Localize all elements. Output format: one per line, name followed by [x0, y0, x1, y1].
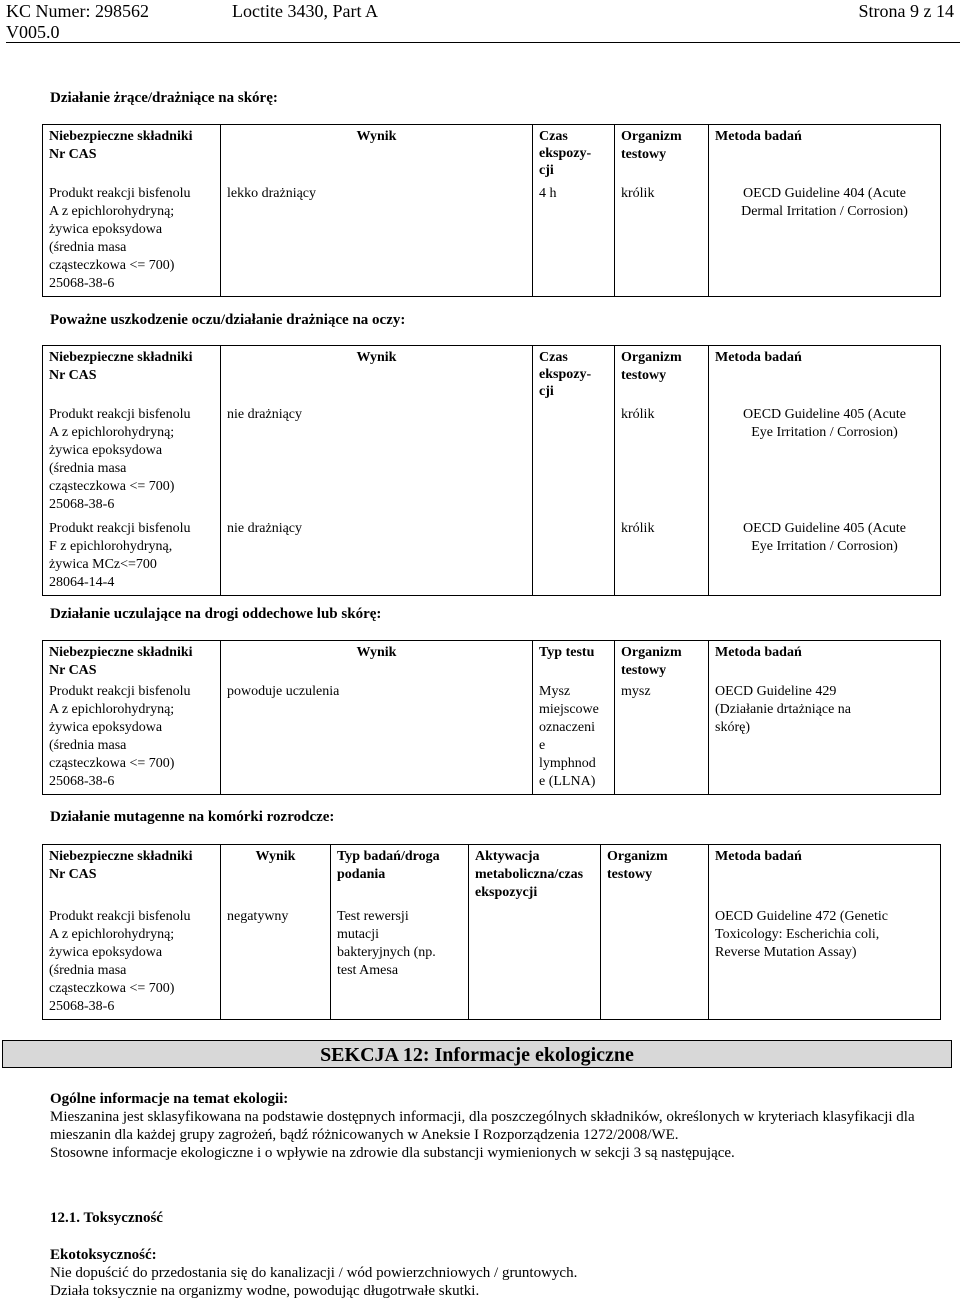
table-row [43, 517, 941, 596]
skin-table [42, 124, 941, 297]
header-substance: Niebezpieczne składniki Nr CAS [43, 845, 221, 906]
table-row [43, 182, 941, 297]
toxicity-title: 12.1. Toksyczność [50, 1210, 163, 1226]
mutagenic-table-header [43, 845, 941, 906]
header-activation: Aktywacja metaboliczna/czas ekspozycji [469, 845, 601, 906]
ecotox-block [50, 1246, 945, 1300]
header-organism: Organizm testowy [615, 641, 709, 684]
header-method: Metoda badań [709, 641, 941, 684]
ecotox-title: Ekotoksyczność: [50, 1247, 157, 1263]
section12-banner [2, 1040, 952, 1068]
result-cell: nie drażniący [221, 517, 533, 596]
substance-cell: Produkt reakcji bisfenolu A z epichlorohydryną; żywica epoksydowa (średnia masa cząsteczkowa <= 700) 25068-38-6 [43, 403, 221, 517]
header-result: Wynik [221, 125, 533, 183]
organism-cell: królik [615, 517, 709, 596]
substance-cell: Produkt reakcji bisfenolu F z epichlorohydryną, żywica MCz<=700 28064-14-4 [43, 517, 221, 596]
header-result: Wynik [221, 641, 533, 684]
header-organism: Organizm testowy [601, 845, 709, 906]
header-organism: Organizm testowy [615, 346, 709, 404]
table-row [43, 403, 941, 517]
header-substance: Niebezpieczne składniki Nr CAS [43, 125, 221, 183]
substance-cell: Produkt reakcji bisfenolu A z epichlorohydryną; żywica epoksydowa (średnia masa cząsteczkowa <= 700) 25068-38-6 [43, 905, 221, 1020]
header-substance: Niebezpieczne składniki Nr CAS [43, 346, 221, 404]
header-method: Metoda badań [709, 125, 941, 183]
method-cell: OECD Guideline 405 (Acute Eye Irritation / Corrosion) [709, 403, 941, 517]
ecotox-text: Nie dopuścić do przedostania się do kanalizacji / wód powierzchniowych / gruntowych. Działa toksycznie na organizmy wodne, powodując długotrwałe skutki. [50, 1265, 578, 1299]
method-cell: OECD Guideline 405 (Acute Eye Irritation / Corrosion) [709, 517, 941, 596]
header-method: Metoda badań [709, 346, 941, 404]
general-info-block [50, 1090, 945, 1162]
mutagenic-section-title: Działanie mutagenne na komórki rozrodcze: [50, 809, 335, 825]
method-cell: OECD Guideline 404 (Acute Dermal Irritation / Corrosion) [709, 182, 941, 297]
sensitization-section-title: Działanie uczulające na drogi oddechowe lub skórę: [50, 606, 382, 622]
kc-number: KC Numer: 298562 [6, 1, 149, 21]
header-substance: Niebezpieczne składniki Nr CAS [43, 641, 221, 684]
eyes-table [42, 345, 941, 596]
version: V005.0 [6, 22, 60, 42]
method-cell: OECD Guideline 472 (Genetic Toxicology: Escherichia coli, Reverse Mutation Assay) [709, 905, 941, 1020]
activation-cell [469, 905, 601, 1020]
header-result: Wynik [221, 346, 533, 404]
result-cell: negatywny [221, 905, 331, 1020]
header-result: Wynik [221, 845, 331, 906]
result-cell: powoduje uczulenia [221, 683, 533, 795]
header-organism: Organizm testowy [615, 125, 709, 183]
result-cell: nie drażniący [221, 403, 533, 517]
page-number: Strona 9 z 14 [858, 1, 954, 21]
table-row [43, 905, 941, 1020]
header-method: Metoda badań [709, 845, 941, 906]
product-name: Loctite 3430, Part A [232, 1, 378, 21]
header-test-type: Typ testu [533, 641, 615, 684]
organism-cell: królik [615, 182, 709, 297]
organism-cell: mysz [615, 683, 709, 795]
skin-section-title: Działanie żrące/drażniące na skórę: [50, 90, 278, 106]
time-cell [533, 517, 615, 596]
organism-cell: królik [615, 403, 709, 517]
header-test-type: Typ badań/droga podania [331, 845, 469, 906]
result-cell: lekko drażniący [221, 182, 533, 297]
skin-table-header [43, 125, 941, 183]
sensitization-table [42, 640, 941, 795]
general-info-text: Mieszanina jest sklasyfikowana na podstawie dostępnych informacji, dla poszczególnych składników, określonych w kryteriach klasyfikacji dla mieszanin dla każdej grupy zagrożeń, bądź różnicowanych w Aneksie I Rozporządzenia 1272/2008/WE. Stosowne informacje ekologiczne i o wpływie na zdrowie dla substancji wymienionych w sekcji 3 są następujące. [50, 1109, 915, 1161]
general-info-title: Ogólne informacje na temat ekologii: [50, 1091, 289, 1107]
time-cell: 4 h [533, 182, 615, 297]
eyes-table-header [43, 346, 941, 404]
organism-cell [601, 905, 709, 1020]
method-cell: OECD Guideline 429 (Działanie drtażniące na skórę) [709, 683, 941, 795]
eyes-section-title: Poważne uszkodzenie oczu/działanie drażniące na oczy: [50, 312, 406, 328]
substance-cell: Produkt reakcji bisfenolu A z epichlorohydryną; żywica epoksydowa (średnia masa cząsteczkowa <= 700) 25068-38-6 [43, 182, 221, 297]
header-time: Czas ekspozy- cji [533, 125, 615, 183]
header-time: Czas ekspozy- cji [533, 346, 615, 404]
test-type-cell: Test rewersji mutacji bakteryjnych (np. test Amesa [331, 905, 469, 1020]
mutagenic-table [42, 844, 941, 1020]
section12-title: SEKCJA 12: Informacje ekologiczne [320, 1044, 634, 1066]
sensitization-table-header [43, 641, 941, 684]
time-cell [533, 403, 615, 517]
header-rule [6, 42, 960, 43]
test-type-cell: Mysz miejscowe oznaczeni e lymphnod e (LLNA) [533, 683, 615, 795]
table-row [43, 683, 941, 795]
page-header [6, 0, 960, 44]
substance-cell: Produkt reakcji bisfenolu A z epichlorohydryną; żywica epoksydowa (średnia masa cząsteczkowa <= 700) 25068-38-6 [43, 683, 221, 795]
